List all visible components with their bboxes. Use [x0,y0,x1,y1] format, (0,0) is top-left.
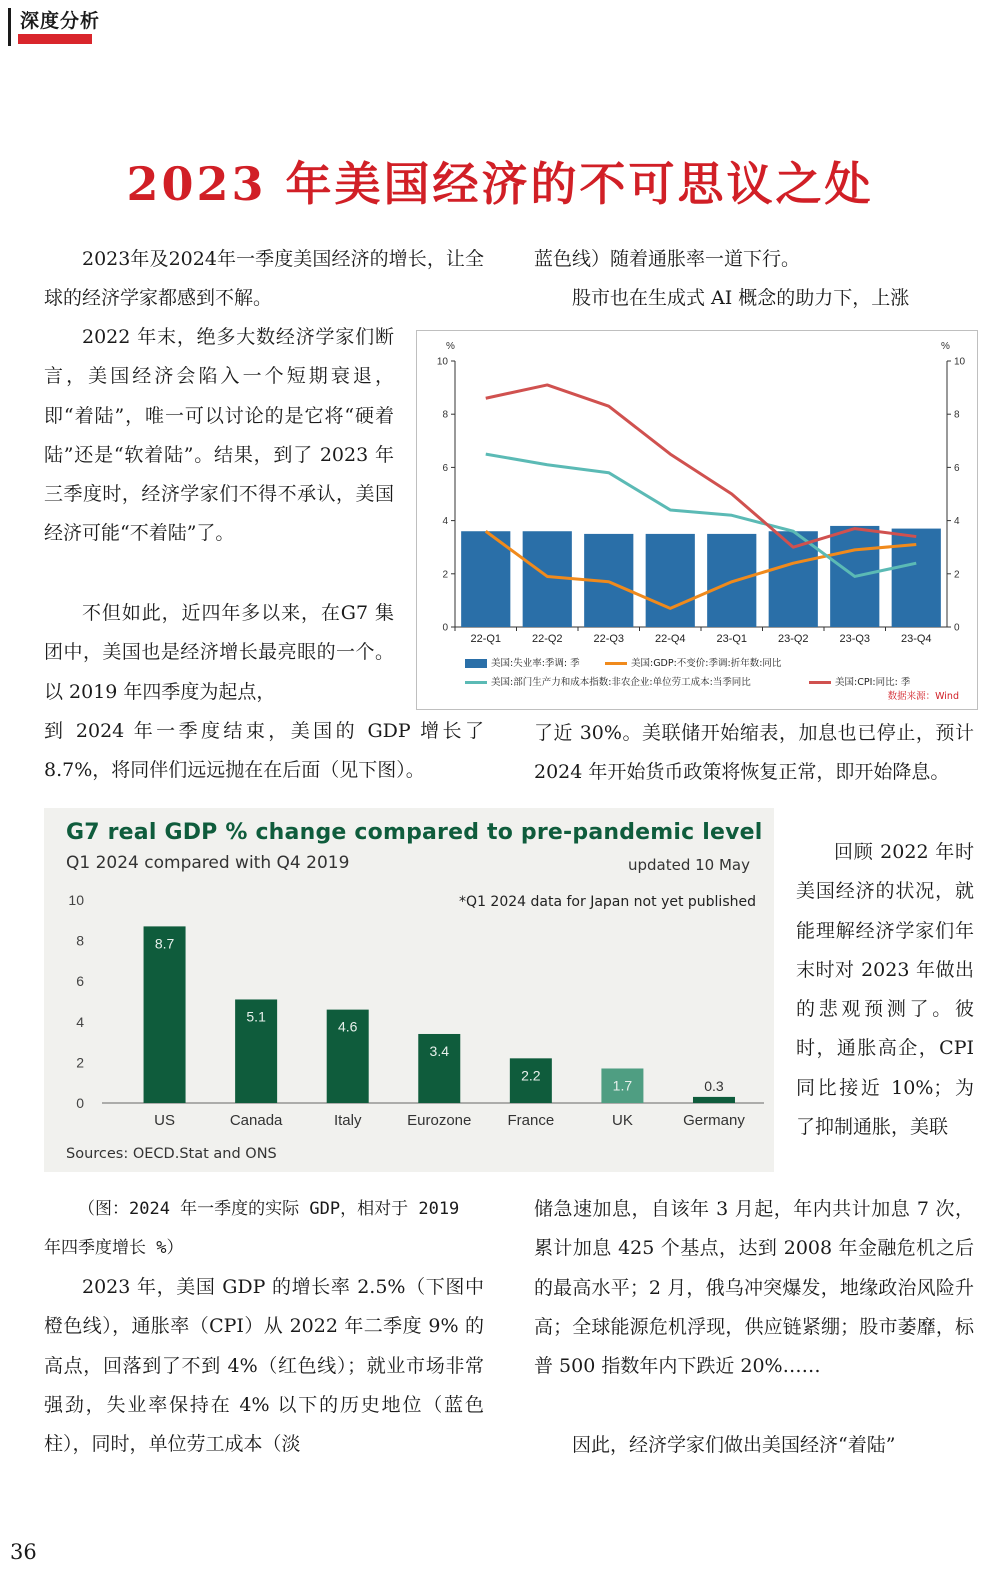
right-axis-unit: % [941,341,950,352]
g7-chart-note: *Q1 2024 data for Japan not yet published [459,894,756,910]
legend-swatch-labor-cost [465,681,487,684]
right-paragraph-6-text: 因此，经济学家们做出美国经济“着陆” [572,1434,896,1456]
g7-category-label: Eurozone [407,1112,472,1129]
x-tick-label: 22-Q4 [654,633,686,645]
g7-bar-value-label: 2.2 [521,1067,541,1084]
legend-label-gdp: 美国:GDP:不变价:季调:折年数:同比 [631,658,782,669]
left-paragraph-2-text: 2022 年末，绝多大数经济学家们断言，美国经济会陷入一个短期衰退，即“着陆”，唯一可以讨论的是它将“硬着陆”还是“软着陆”。结果，到了 2023 年三季度时，经济学家们不得不承认，美国经济可能“不着陆”了。 [44,326,394,545]
chart-source: 数据来源：Wind [887,691,959,702]
left-paragraph-3a-text: 不但如此，近四年多以来，在G7 集团中，美国也是经济增长最亮眼的一个。以 2019 年四季度为起点， [44,602,394,703]
article-title: 2023 年美国经济的不可思议之处 [126,157,874,211]
g7-gdp-chart [44,808,774,1172]
g7-bar-value-label: 0.3 [704,1077,724,1094]
legend-item-unemployment [465,655,580,669]
x-tick-label: 23-Q4 [900,633,932,645]
right-paragraph-2 [534,279,974,318]
g7-bar-germany [693,1097,735,1103]
right-paragraph-4-text: 回顾 2022 年时美国经济的状况，就能理解经济学家们年末时对 2023 年做出的悲观预测了。彼时，通胀高企，CPI 同比接近 10%；为了抑制通胀，美联 [796,841,974,1139]
section-underline [18,34,92,44]
g7-bar-us [144,926,186,1103]
g7-y-tick-label: 0 [76,1095,84,1111]
right-paragraph-5 [534,1190,974,1386]
right-tick-label: 8 [954,409,960,421]
section-marker [8,8,11,46]
legend-label-cpi: 美国:CPI:同比: 季 [835,677,911,688]
us-macro-chart-plot [417,331,977,709]
left-paragraph-4 [44,1268,484,1464]
right-paragraph-6 [534,1426,974,1465]
left-paragraph-1-text: 2023年及2024年一季度美国经济的增长，让全球的经济学家都感到不解。 [44,248,484,310]
left-tick-label: 2 [442,569,448,581]
g7-category-label: Canada [229,1112,283,1129]
left-tick-label: 0 [442,622,448,634]
left-paragraph-2 [44,318,394,554]
legend-label-labor-cost: 美国:部门生产力和成本指数:非农企业:单位劳工成本:当季同比 [491,677,751,688]
left-paragraph-3b [44,712,484,791]
legend-swatch-cpi [809,681,831,684]
left-paragraph-3a [44,594,394,712]
right-tick-label: 6 [954,462,960,474]
right-paragraph-4 [796,833,974,1147]
left-axis-unit: % [446,341,455,352]
unemployment-bar [892,529,941,627]
legend-item-labor-cost [465,674,751,688]
left-paragraph-3b-text: 到 2024 年一季度结束，美国的 GDP 增长了 8.7%，将同伴们远远抛在在后面（见下图）。 [44,720,484,782]
us-macro-chart [416,330,978,710]
right-paragraph-2-text: 股市也在生成式 AI 概念的助力下，上涨 [572,287,910,309]
g7-category-label: Italy [333,1112,362,1129]
g7-y-tick-label: 4 [76,1013,84,1030]
g7-y-tick-label: 6 [76,973,84,990]
x-tick-label: 22-Q2 [531,633,563,645]
g7-bar-value-label: 3.4 [429,1042,450,1059]
right-paragraph-1-text: 蓝色线）随着通胀率一道下行。 [534,248,801,270]
right-tick-label: 2 [954,569,960,581]
section-label: 深度分析 [20,10,101,32]
x-tick-label: 23-Q3 [839,633,871,645]
g7-bar-value-label: 8.7 [154,935,175,952]
g7-chart-subtitle: Q1 2024 compared with Q4 2019 [66,853,350,873]
g7-chart-title: G7 real GDP % change compared to pre-pandemic level [66,820,763,845]
g7-y-tick-label: 10 [68,892,84,908]
g7-y-tick-label: 8 [76,932,84,949]
legend-swatch-unemployment [465,659,487,668]
figure-caption [44,1190,484,1268]
left-tick-label: 8 [442,409,448,421]
legend-swatch-gdp [605,662,627,665]
left-paragraph-4-text: 2023 年，美国 GDP 的增长率 2.5%（下图中橙色线），通胀率（CPI）从 2022 年二季度 9% 的高点，回落到了不到 4%（红色线）；就业市场非常强劲，失业率保持在 4% 以下的历史地位（蓝色柱），同时，单位劳工成本（淡 [44,1276,484,1456]
left-tick-label: 6 [442,462,448,474]
left-paragraph-1 [44,240,484,319]
x-tick-label: 22-Q3 [593,633,625,645]
g7-category-label: France [507,1112,555,1129]
g7-category-label: Germany [683,1112,745,1129]
g7-category-label: US [154,1112,175,1129]
x-tick-label: 23-Q2 [777,633,809,645]
x-tick-label: 22-Q1 [470,633,502,645]
right-tick-label: 10 [954,356,966,368]
g7-bar-value-label: 1.7 [612,1077,633,1094]
figure-caption-text: （图：2024 年一季度的实际 GDP，相对于 2019 年四季度增长 %） [44,1199,460,1258]
g7-chart-source: Sources: OECD.Stat and ONS [66,1146,277,1162]
legend-item-cpi [809,674,910,688]
right-paragraph-3-text: 了近 30%。美联储开始缩表，加息也已停止，预计 2024 年开始货币政策将恢复正常，即开始降息。 [534,722,974,784]
unemployment-bar [646,534,695,627]
right-tick-label: 4 [954,516,960,528]
legend-item-gdp [605,655,781,669]
left-tick-label: 10 [436,356,448,368]
page-number: 36 [10,1540,37,1564]
left-tick-label: 4 [442,516,448,528]
legend-label-unemployment: 美国:失业率:季调: 季 [491,658,580,669]
right-tick-label: 0 [954,622,960,634]
g7-category-label: UK [611,1112,633,1129]
right-paragraph-3 [534,714,974,793]
g7-bar-value-label: 5.1 [246,1008,266,1025]
g7-bar-value-label: 4.6 [337,1018,358,1035]
x-tick-label: 23-Q1 [716,633,748,645]
g7-chart-updated: updated 10 May [627,856,750,874]
right-paragraph-5-text: 储急速加息，自该年 3 月起，年内共计加息 7 次，累计加息 425 个基点，达到 2008 年金融危机之后的最高水平；2 月，俄乌冲突爆发，地缘政治风险升高；全球能源危机浮现，供应链紧绷；股市萎靡，标普 500 指数年内下跌近 20%…… [534,1198,974,1378]
g7-y-tick-label: 2 [76,1054,84,1071]
right-paragraph-1 [534,240,974,279]
